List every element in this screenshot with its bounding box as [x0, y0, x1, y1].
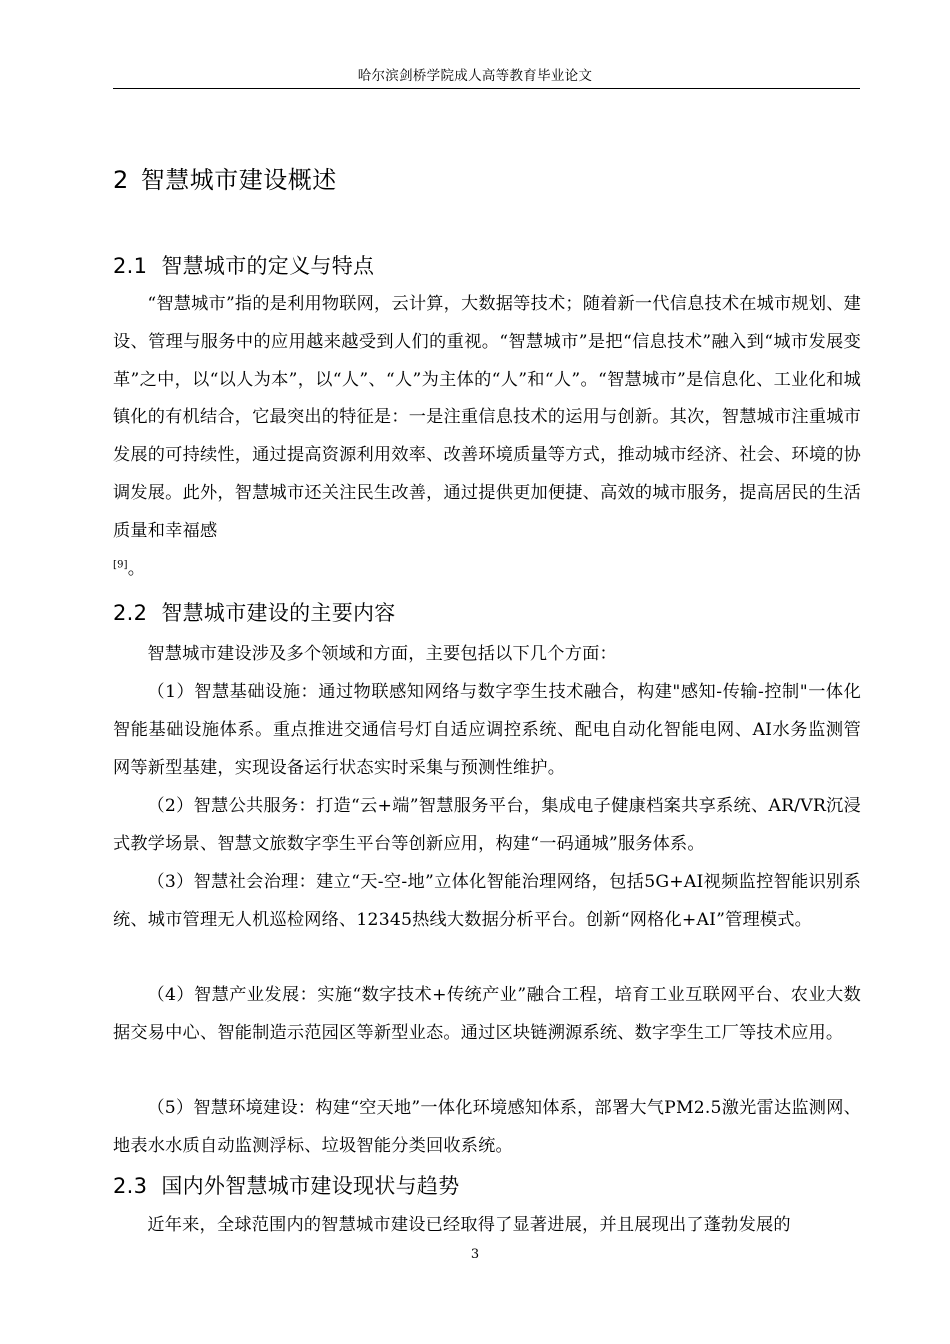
- section-title: 智慧城市的定义与特点: [161, 254, 375, 278]
- page-number: 3: [470, 1247, 480, 1262]
- section-number: 2.3: [113, 1174, 148, 1198]
- section-heading-2-2: [113, 597, 396, 627]
- content-item-5: （5）智慧环境建设：构建“空天地”一体化环境感知体系，部署大气PM2.5激光雷达监测网、地表水水质自动监测浮标、垃圾智能分类回收系统。: [113, 1098, 861, 1156]
- section-heading-2-3: [113, 1170, 460, 1200]
- section-2-2-intro: 智慧城市建设涉及多个领域和方面，主要包括以下几个方面：: [147, 644, 617, 664]
- section-number: 2.2: [113, 601, 148, 625]
- chapter-title: 智慧城市建设概述: [140, 166, 337, 194]
- content-item-1: （1）智慧基础设施：通过物联感知网络与数字孪生技术融合，构建"感知-传输-控制"一体化智能基础设施体系。重点推进交通信号灯自适应调控系统、配电自动化智能电网、AI水务监测管网等新型基建，实现设备运行状态实时采集与预测性维护。: [113, 682, 861, 778]
- section-2-1-paragraph: [113, 286, 861, 588]
- content-item-2: （2）智慧公共服务：打造“云+端”智慧服务平台，集成电子健康档案共享系统、AR/VR沉浸式教学场景、智慧文旅数字孪生平台等创新应用，构建“一码通城”服务体系。: [113, 796, 861, 854]
- content-item-3: （3）智慧社会治理：建立“天-空-地”立体化智能治理网络，包括5G+AI视频监控智能识别系统、城市管理无人机巡检网络、12345热线大数据分析平台。创新“网格化+AI”管理模式。: [113, 872, 861, 930]
- section-title: 智慧城市建设的主要内容: [161, 601, 396, 625]
- header-rule: [113, 88, 860, 89]
- section-title: 国内外智慧城市建设现状与趋势: [161, 1174, 460, 1198]
- section-number: 2.1: [113, 254, 148, 278]
- chapter-number: 2: [113, 166, 129, 194]
- section-2-3-paragraph: 近年来，全球范围内的智慧城市建设已经取得了显著进展，并且展现出了蓬勃发展的: [147, 1215, 791, 1235]
- citation-reference: [9]: [113, 558, 128, 570]
- paragraph-ending: 。: [127, 558, 146, 579]
- paragraph-text: “智慧城市”指的是利用物联网，云计算，大数据等技术；随着新一代信息技术在城市规划、建设、管理与服务中的应用越来越受到人们的重视。“智慧城市”是把“信息技术”融入到“城市发展变革”之中，以“以人为本”，以“人”、“人”为主体的“人”和“人”。“智慧城市”是信息化、工业化和城镇化的有机结合，它最突出的特征是：一是注重信息技术的运用与创新。其次，智慧城市注重城市发展的可持续性，通过提高资源利用效率、改善环境质量等方式，推动城市经济、社会、环境的协调发展。此外，智慧城市还关注民生改善，通过提供更加便捷、高效的城市服务，提高居民的生活质量和幸福感: [113, 294, 861, 541]
- section-heading-2-1: [113, 250, 374, 280]
- running-header: 哈尔滨剑桥学院成人高等教育毕业论文: [357, 68, 593, 84]
- chapter-heading: [113, 160, 337, 195]
- content-item-4: （4）智慧产业发展：实施“数字技术+传统产业”融合工程，培育工业互联网平台、农业大数据交易中心、智能制造示范园区等新型业态。通过区块链溯源系统、数字孪生工厂等技术应用。: [113, 985, 861, 1043]
